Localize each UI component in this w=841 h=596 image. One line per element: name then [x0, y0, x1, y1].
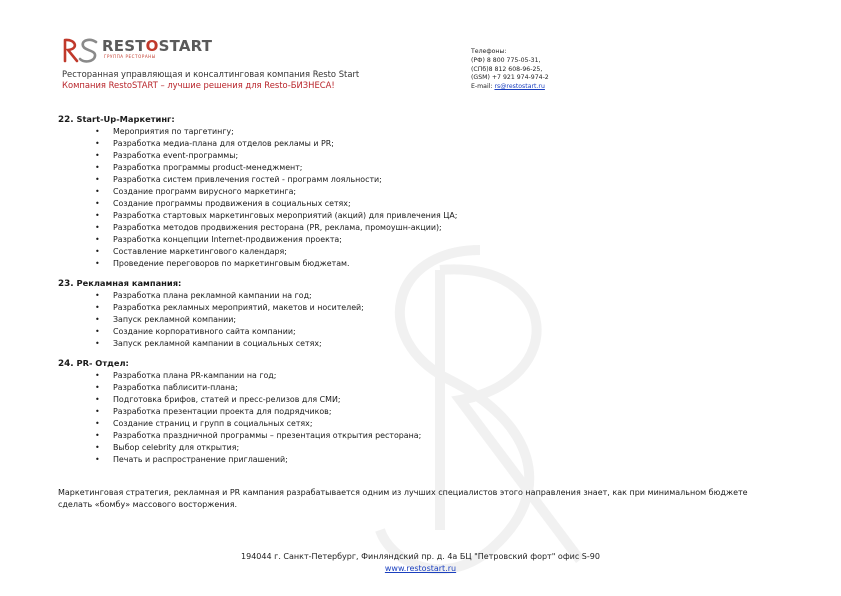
section-24 [58, 358, 798, 466]
list-item: • Разработка стартовых маркетинговых мероприятий (акций) для привлечения ЦА; [58, 210, 798, 222]
list-item: • Создание корпоративного сайта компании; [58, 326, 798, 338]
list-item: • Разработка систем привлечения гостей - программ лояльности; [58, 174, 798, 186]
company-slogan: Компания RestoSTART – лучшие решения для Resto-БИЗНЕСА! [62, 80, 335, 90]
list-item: • Создание программы продвижения в социальных сетях; [58, 198, 798, 210]
phone-line: (РФ) 8 800 775-05-31, [471, 56, 541, 64]
contact-block [471, 48, 549, 92]
logo-tagline: ГРУППА РЕСТОРАНЫ [104, 54, 156, 59]
list-item: • Проведение переговоров по маркетинговым бюджетам. [58, 258, 798, 270]
phones-label: Телефоны: [471, 48, 507, 55]
list-item: • Разработка концепции Internet-продвижения проекта; [58, 234, 798, 246]
services-list [58, 114, 798, 474]
list-item: • Разработка презентации проекта для подрядчиков; [58, 406, 798, 418]
website-link[interactable]: www.restostart.ru [384, 564, 457, 574]
company-description: Ресторанная управляющая и консалтинговая компания Resto Start [62, 69, 360, 79]
restostart-logo[interactable] [62, 36, 212, 64]
list-item: • Разработка программы product-менеджмент; [58, 162, 798, 174]
list-item: • Разработка медиа-плана для отделов рекламы и PR; [58, 138, 798, 150]
list-item: • Разработка праздничной программы – презентация открытия ресторана; [58, 430, 798, 442]
list-item: • Запуск рекламной кампании в социальных сетях; [58, 338, 798, 350]
section-heading: 23. Рекламная кампания: [58, 278, 182, 289]
list-item: • Создание программ вирусного маркетинга; [58, 186, 798, 198]
phone-line: (GSM) +7 921 974-974-2 [471, 74, 549, 82]
list-item: • Разработка плана PR-кампании на год; [58, 370, 798, 382]
list-item: • Создание страниц и групп в социальных сетях; [58, 418, 798, 430]
email-line: E-mail: rs@restostart.ru [471, 83, 545, 91]
list-item: • Разработка методов продвижения ресторана (PR, реклама, промоушн-акции); [58, 222, 798, 234]
section-22 [58, 114, 798, 270]
footer [0, 551, 841, 576]
rs-monogram-icon [62, 36, 100, 64]
bullet-list [58, 290, 798, 350]
list-item: • Разработка рекламных мероприятий, макетов и носителей; [58, 302, 798, 314]
section-heading: 22. Start-Up-Маркетинг: [58, 114, 175, 125]
list-item: • Разработка паблисити-плана; [58, 382, 798, 394]
list-item: • Печать и распространение приглашений; [58, 454, 798, 466]
list-item: • Подготовка брифов, статей и пресс-релизов для СМИ; [58, 394, 798, 406]
section-23 [58, 278, 798, 350]
closing-paragraph: Маркетинговая стратегия, рекламная и PR кампания разрабатывается одним из лучших специалистов этого направления знает, как при минимальном бюджете сделать «бомбу» массового восторжения. [58, 488, 748, 510]
list-item: • Выбор celebrity для открытия; [58, 442, 798, 454]
list-item: • Составление маркетингового календаря; [58, 246, 798, 258]
section-heading: 24. PR- Отдел: [58, 358, 129, 369]
list-item: • Разработка плана рекламной кампании на год; [58, 290, 798, 302]
email-link[interactable]: rs@restostart.ru [494, 83, 545, 91]
bullet-list [58, 126, 798, 270]
list-item: • Разработка event-программы; [58, 150, 798, 162]
phone-line: (СПб)8 812 608-96-25, [471, 65, 543, 73]
footer-address: 194044 г. Санкт-Петербург, Финляндский пр. д. 4а БЦ "Петровский форт" офис S-90 [241, 552, 600, 561]
list-item: • Мероприятия по таргетингу; [58, 126, 798, 138]
logo-wordmark: RESTOSTART [102, 37, 213, 55]
list-item: • Запуск рекламной компании; [58, 314, 798, 326]
bullet-list [58, 370, 798, 466]
